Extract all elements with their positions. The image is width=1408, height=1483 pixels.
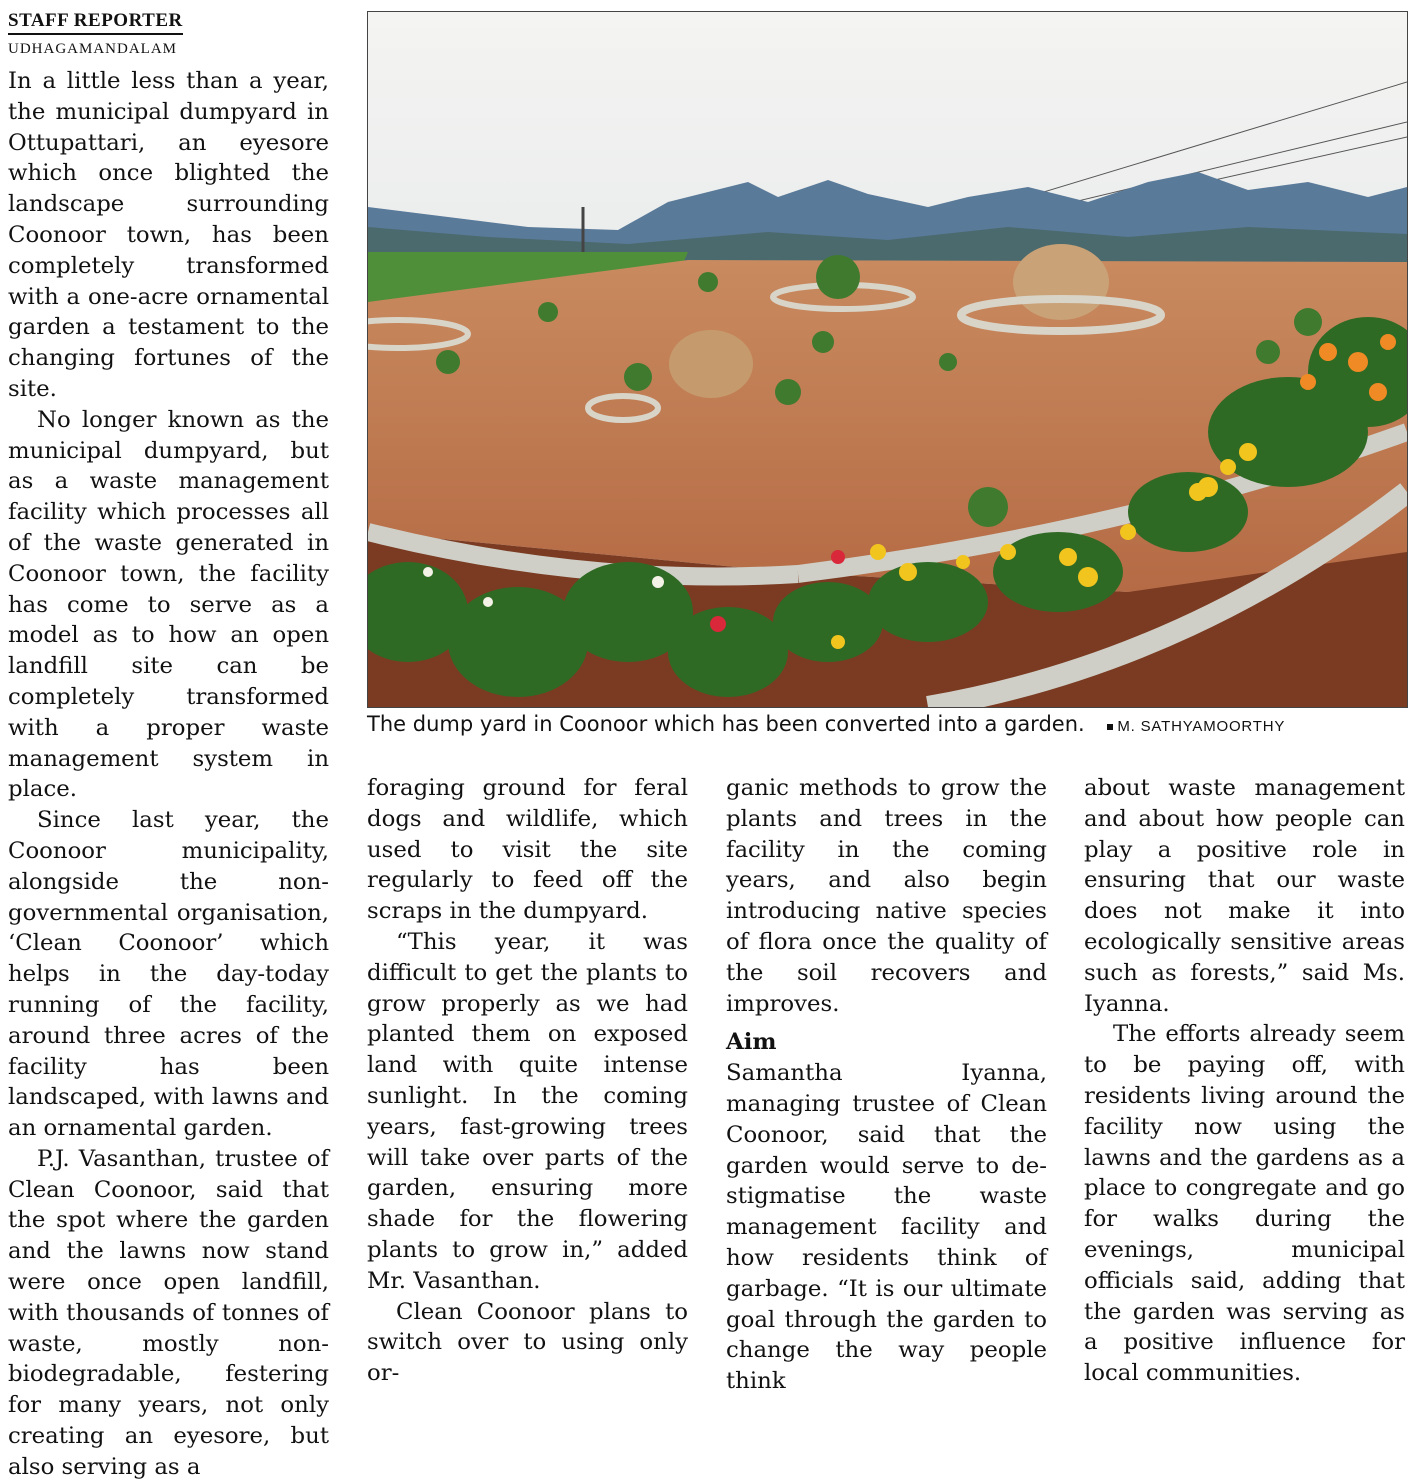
article-column-4	[1084, 773, 1405, 1389]
paragraph: Samantha Iyanna, managing trustee of Clean Coonoor, said that the garden would serve to de-stigmatise the waste management facility and how residents think of garbage. “It is our ultimate goal through the garden to change the way people think	[726, 1060, 1047, 1395]
paragraph: No longer known as the municipal dumpyard, but as a waste management facility which processes all of the waste generated in Coonoor town, the facility has come to serve as a model as to how an open landfill site can be completely transformed with a proper waste management system in place.	[8, 406, 329, 803]
credit-text: M. SATHYAMOORTHY	[1117, 718, 1286, 735]
paragraph: Clean Coonoor plans to switch over to using only or-	[367, 1298, 688, 1387]
article-column-2	[367, 773, 688, 1389]
paragraph: foraging ground for feral dogs and wildlife, which used to visit the site regularly to feed off the scraps in the dumpyard.	[367, 775, 688, 925]
paragraph: Since last year, the Coonoor municipality, alongside the non-governmental organisation, ‘Clean Coonoor’ which helps in the day-today running of the facility, around three acres of the facility has been landscaped, with lawns and an ornamental garden.	[8, 807, 329, 1142]
byline-place: UDHAGAMANDALAM	[8, 41, 177, 57]
credit-bullet-icon	[1107, 724, 1113, 730]
byline-reporter: STAFF REPORTER	[8, 10, 183, 35]
photo-caption	[367, 712, 1406, 736]
article-column-1	[8, 66, 329, 1483]
subheading: Aim	[726, 1029, 777, 1056]
paragraph: “This year, it was difficult to get the plants to grow properly as we had planted them on exposed land with quite intense sunlight. In the coming years, fast-growing trees will take over parts of the garden, ensuring more shade for the flowering plants to grow in,” added Mr. Vasanthan.	[367, 928, 688, 1294]
article-column-3	[726, 773, 1047, 1397]
byline	[8, 10, 183, 58]
garden-photo	[367, 11, 1408, 708]
paragraph: ganic methods to grow the plants and trees in the facility in the coming years, and also begin introducing native species of flora once the quality of the soil recovers and improves.	[726, 775, 1047, 1017]
paragraph: P.J. Vasanthan, trustee of Clean Coonoor, said that the spot where the garden and the lawns now stand were once open landfill, with thousands of tonnes of waste, mostly non-biodegradable, festering for many years, not only creating an eyesore, but also serving as a	[8, 1145, 329, 1480]
paragraph: The efforts already seem to be paying off, with residents living around the facility now using the lawns and the gardens as a place to congregate and go for walks during the evenings, municipal officials said, adding that the garden was serving as a positive influence for local communities.	[1084, 1021, 1405, 1387]
paragraph: In a little less than a year, the municipal dumpyard in Ottupattari, an eyesore which once blighted the landscape surrounding Coonoor town, has been completely transformed with a one-acre ornamental garden a testament to the changing fortunes of the site.	[8, 68, 329, 402]
caption-text: The dump yard in Coonoor which has been converted into a garden.	[367, 712, 1085, 736]
paragraph: about waste management and about how people can play a positive role in ensuring that our waste does not make it into ecologically sensitive areas such as forests,” said Ms. Iyanna.	[1084, 775, 1405, 1017]
photo-credit	[1107, 718, 1285, 735]
